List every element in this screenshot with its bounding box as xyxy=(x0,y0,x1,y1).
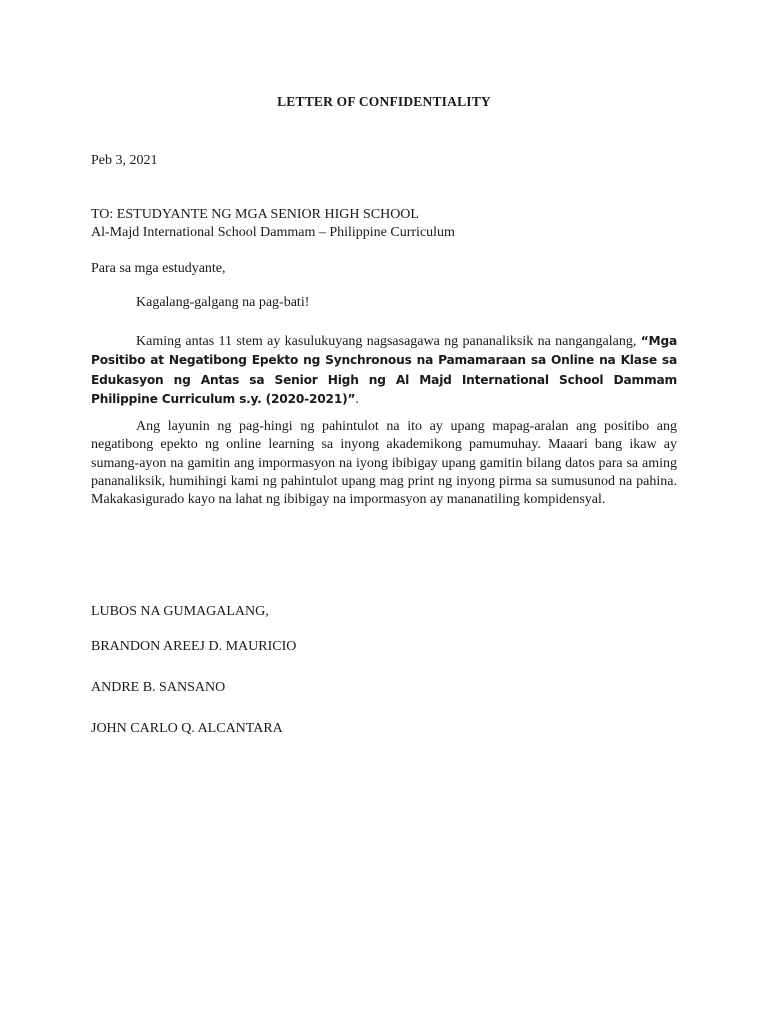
letter-title: LETTER OF CONFIDENTIALITY xyxy=(277,94,491,109)
recipient-line: TO: ESTUDYANTE NG MGA SENIOR HIGH SCHOOL xyxy=(91,207,419,222)
research-intro: Kaming antas 11 stem ay kasulukuyang nagsasagawa ng pananaliksik na nangangalang, xyxy=(136,334,637,349)
letter-date: Peb 3, 2021 xyxy=(91,153,158,168)
research-title: “Mga Positibo at Negatibong Epekto ng Synchronous na Pamamaraan sa Online na Klase sa Edukasyon ng Antas sa Senior High ng Al Majd International School Dammam Philippine Curriculum s.y. (2020-2021)” xyxy=(91,334,678,406)
research-paragraph xyxy=(91,332,677,409)
salutation: Para sa mga estudyante, xyxy=(91,261,226,276)
school-line: Al-Majd International School Dammam – Philippine Curriculum xyxy=(91,225,455,240)
signatory-name: JOHN CARLO Q. ALCANTARA xyxy=(91,721,283,736)
closing-line: LUBOS NA GUMAGALANG, xyxy=(91,604,269,619)
purpose-paragraph xyxy=(91,418,677,509)
research-end: . xyxy=(355,391,359,407)
purpose-text: Ang layunin ng pag-hingi ng pahintulot na ito ay upang mapag-aralan ang positibo ang negatibong epekto ng online learning sa inyong akademikong pamumuhay. Maaari bang ikaw ay sumang-ayon na gamitin ang impormasyon na iyong ibibigay upang gamitin bilang datos para sa aming pananaliksik, humihingi kami ng pahintulot upang mag print ng inyong pirma sa sumusunod na pahina. Makakasigurado kayo na lahat ng ibibigay na impormasyon ay mananatiling kompidensyal. xyxy=(91,419,677,508)
signatory-name: BRANDON AREEJ D. MAURICIO xyxy=(91,639,297,654)
greeting: Kagalang-galgang na pag-bati! xyxy=(136,295,310,310)
signatory-name: ANDRE B. SANSANO xyxy=(91,680,226,695)
